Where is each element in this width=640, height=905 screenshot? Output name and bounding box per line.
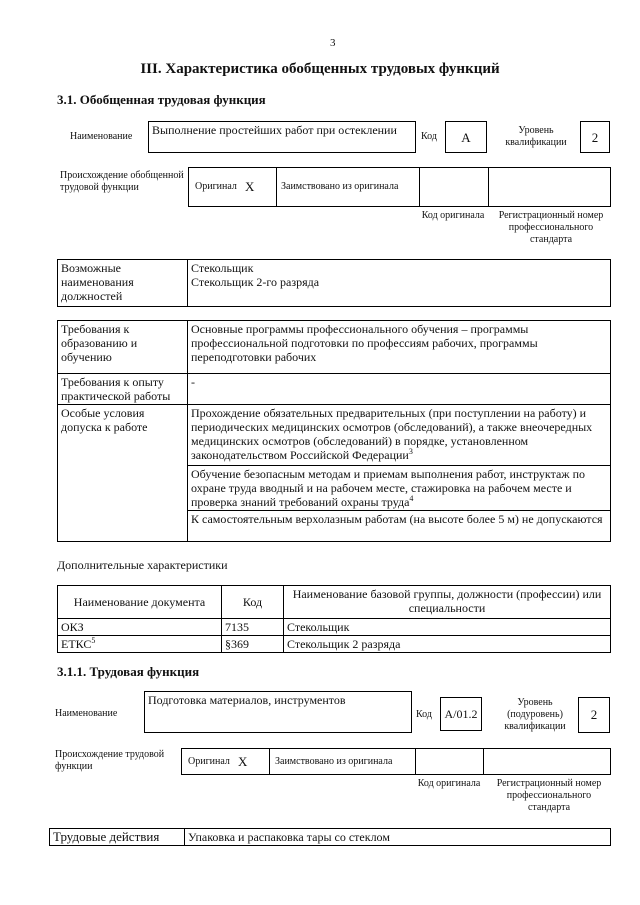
table-row (58, 619, 611, 636)
positions-table (57, 259, 611, 307)
positions-label: Возможные наименования должностей (58, 260, 188, 307)
additional-table (57, 585, 611, 653)
row-name: Стекольщик (284, 619, 611, 636)
gtf-code-label: Код (421, 131, 437, 142)
tf-reg-number-caption: Регистрационный номер профессионального стандарта (496, 778, 602, 813)
gtf-name-value: Выполнение простейших работ при остеклении (148, 121, 416, 153)
tf-original-label: Оригинал (188, 756, 230, 767)
experience-value: - (188, 374, 611, 405)
gtf-origin-table (188, 167, 611, 207)
row-code: 7135 (222, 619, 284, 636)
gtf-level-label: Уровень квалификации (505, 125, 567, 148)
tf-code-value: А/01.2 (440, 697, 482, 731)
tf-level-label: Уровень (подуровень) квалификации (504, 697, 566, 732)
row-code: §369 (222, 636, 284, 653)
special-condition-2: Обучение безопасным методам и приемам выполнения работ, инструктаж по охране труда вводный и на рабочем месте, стажировка на рабочем месте и проверка знаний требований охраны труда$^4$ (188, 466, 611, 511)
gtf-original-mark: Х (245, 179, 255, 194)
tf-code-label: Код (416, 709, 432, 720)
experience-label: Требования к опыту практической работы (58, 374, 188, 405)
tf-level-value: 2 (578, 697, 610, 733)
gtf-reg-number-caption: Регистрационный номер профессионального стандарта (498, 210, 604, 245)
actions-value: Упаковка и распаковка тары со стеклом (185, 829, 611, 846)
tf-origin-table (181, 748, 611, 775)
gtf-borrowed-label: Заимствовано из оригинала (281, 181, 399, 192)
requirements-table (57, 320, 611, 542)
special-condition-3: К самостоятельным верхолазным работам (на высоте более 5 м) не допускаются (188, 511, 611, 542)
position-line-2: Стекольщик 2-го разряда (191, 275, 320, 289)
education-label: Требования к образованию и обучению (58, 321, 188, 374)
col-name-header: Наименование базовой группы, должности (профессии) или специальности (284, 586, 611, 619)
gtf-code-original-caption: Код оригинала (421, 210, 485, 221)
tf-original-mark: Х (238, 754, 248, 769)
special-conditions-label: Особые условия допуска к работе (58, 405, 188, 542)
tf-name-value: Подготовка материалов, инструментов (144, 691, 412, 733)
tf-borrowed-label: Заимствовано из оригинала (275, 756, 393, 767)
actions-table (49, 828, 611, 846)
tf-name-label: Наименование (55, 708, 118, 719)
tf-heading: 3.1.1. Трудовая функция (57, 664, 200, 679)
table-row (58, 636, 611, 653)
gtf-heading: 3.1. Обобщенная трудовая функция (57, 92, 266, 107)
education-value: Основные программы профессионального обучения – программы профессиональной подготовки по профессиям рабочих, программы переподготовки рабочих (188, 321, 611, 374)
section-title: III. Характеристика обобщенных трудовых функций (140, 61, 500, 77)
gtf-name-label: Наименование (70, 131, 133, 142)
row-doc: ЕТКС$^5$ (58, 636, 222, 653)
gtf-code-value: А (445, 121, 487, 153)
gtf-original-label: Оригинал (195, 181, 237, 192)
tf-code-original-caption: Код оригинала (417, 778, 481, 789)
page-number: 3 (330, 37, 336, 49)
col-code-header: Код (222, 586, 284, 619)
row-name: Стекольщик 2 разряда (284, 636, 611, 653)
gtf-origin-label: Происхождение обобщенной трудовой функции (60, 170, 184, 193)
gtf-level-value: 2 (580, 121, 610, 153)
special-condition-1: Прохождение обязательных предварительных (при поступлении на работу) и периодических медицинских осмотров (обследований), а также внеочередных медицинских осмотров (обследований) в порядке, установленном законодательством Российской Федерации$^3$ (188, 405, 611, 466)
row-doc: ОКЗ (58, 619, 222, 636)
col-doc-header: Наименование документа (58, 586, 222, 619)
additional-heading: Дополнительные характеристики (57, 558, 228, 572)
actions-label: Трудовые действия (50, 829, 185, 846)
tf-origin-label: Происхождение трудовой функции (55, 749, 165, 772)
position-line-1: Стекольщик (191, 261, 254, 275)
